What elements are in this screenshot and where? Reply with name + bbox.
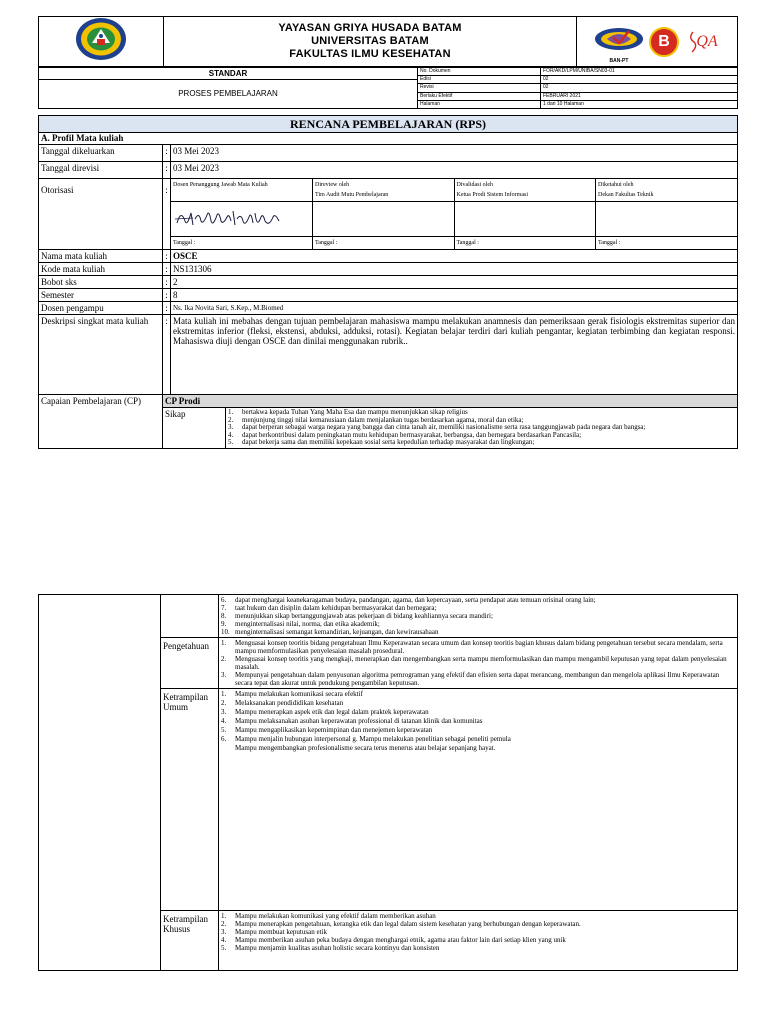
list-item: 5. Mampu menjamin kualitas asuhan holistic secara kontinyu dan konsisten <box>221 944 440 952</box>
accreditation-grade: B <box>658 32 670 50</box>
issued-value: 03 Mei 2023 <box>171 145 738 162</box>
credits-label: Bobot sks <box>39 276 163 289</box>
colon: : <box>163 263 171 276</box>
meta-value: 1 dari 10 Halaman <box>541 100 738 108</box>
list-item: 2. Menguasai konsep teoritis yang mengkaji, menerapkan dan mengembangkan serta mampu memformulasikan dan mampu mengambil keputusan yang tepat dalam penyelesaian masalah. <box>221 655 727 671</box>
meta-value: FOR/AKD/LPM/UNIBA/SN03-01 <box>541 68 738 76</box>
rps-section <box>38 115 738 449</box>
auth-reviewer-title: Direview oleh Tim Audit Mutu Pembelajaran <box>313 179 455 202</box>
list-item: 2. Mampu menerapkan pengetahuan, kerangka etik dan legal dalam sistem kesehatan yang berhubungan dengan keperawatan. <box>221 920 581 928</box>
revised-value: 03 Mei 2023 <box>171 162 738 179</box>
list-item: 9. menginternalisasi nilai, norma, dan etika akademik; <box>221 620 380 628</box>
meta-key: Halaman <box>418 100 541 108</box>
sikap-list-cell <box>226 408 738 448</box>
auth-date-label: Tanggal : <box>171 237 313 250</box>
meta-key: Revisi <box>418 84 541 92</box>
cp-label: Capaian Pembelajaran (CP) <box>39 395 163 449</box>
semester-value: 8 <box>171 289 738 302</box>
ketrampilan-umum-extra: Mampu mengembangkan profesionalisme secara terus menerus atau belajar sepanjang hayat. <box>235 744 496 752</box>
list-item: 1. Mampu melakukan komunikasi yang efektif dalam memberikan asuhan <box>221 912 436 920</box>
list-item: 7. taat hukum dan disiplin dalam kehidupan bermasyarakat dan bernegara; <box>221 604 437 612</box>
list-item: 4. Mampu melaksanakan asuhan keperawatan professional di tatanan klinik dan komunitas <box>221 717 483 725</box>
list-item: 1. Mampu melakukan komunikasi secara efektif <box>221 690 363 698</box>
ban-pt-logo <box>593 25 645 64</box>
colon: : <box>163 302 171 315</box>
pengetahuan-list <box>221 639 735 687</box>
standard-name: PROSES PEMBELAJARAN <box>178 89 278 98</box>
course-code-label: Kode mata kuliah <box>39 263 163 276</box>
standard-label: STANDAR <box>39 68 417 80</box>
signature-area <box>171 202 313 237</box>
ketrampilan-umum-label: Ketrampilan Umum <box>161 689 219 911</box>
cp-prodi-heading: CP Prodi <box>163 395 737 408</box>
list-item: 1. bertakwa kepada Tuhan Yang Maha Esa dan mampu menunjukkan sikap religius <box>228 408 468 416</box>
list-item: 3. Mampu menerapkan aspek etik dan legal dalam praktek keperawatan <box>221 708 429 716</box>
qa-logo <box>683 27 721 57</box>
sikap-table <box>163 408 737 448</box>
semester-label: Semester <box>39 289 163 302</box>
authorization-label: Otorisasi <box>39 179 163 250</box>
university-name: UNIVERSITAS BATAM <box>311 35 429 47</box>
document-header <box>38 16 738 109</box>
colon: : <box>163 145 171 162</box>
sikap-list <box>228 409 735 447</box>
meta-value: FEBRUARI 2021 <box>541 92 738 100</box>
rps-title: RENCANA PEMBELAJARAN (RPS) <box>38 115 738 133</box>
faculty-name: FAKULTAS ILMU KESEHATAN <box>289 48 451 60</box>
list-item: 2. menjunjung tinggi nilai kemanusiaan dalam menjalankan tugas berdasarkan agama, moral dan etika; <box>228 415 524 424</box>
list-item: 6. Mampu menjalin hubungan interpersonal g. Mampu melakukan penelitian sebagai peneliti pemula <box>221 735 511 743</box>
list-item: 6. dapat menghargai keanekaragaman budaya, pandangan, agama, dan kepercayaan, serta pendapat atau temuan orisinal orang lain; <box>221 596 596 604</box>
authorization-cell <box>171 179 738 250</box>
ketrampilan-khusus-list <box>221 912 735 952</box>
auth-date-label: Tanggal : <box>313 237 455 250</box>
foundation-name: YAYASAN GRIYA HUSADA BATAM <box>278 22 462 34</box>
list-item: 1. Menguasai konsep teoritis bidang pengetahuan Ilmu Keperawatan secara umum dan konsep teoritis bagian khusus dalam bidang pengetahuan tersebut secara mendalam, serta mampu memformulasikan penyelesaian masalah prosedural. <box>221 639 723 655</box>
colon: : <box>163 250 171 263</box>
cp-continuation-table <box>38 594 738 971</box>
list-item: 5. dapat bekerja sama dan memiliki kepekaan sosial serta kepedulian terhadap masyarakat dan lingkungan; <box>228 438 535 446</box>
signature-area <box>313 202 455 237</box>
description-value: Mata kuliah ini mebahas dengan tujuan pembelajaran mahasiswa mampu melakukan anamnesis dan pemeriksaan gerak fisiologis ekstremitas superior dan ekstremitas inferior (fleksi, ekstensi, abduksi, adduksi, rotasi). Kegiatan belajar terdiri dari kuliah pengantar, kegiatan terbimbing dan kegiatan responsi. Mahasiswa diuji dengan OSCE dan dinilai menggunakan rubrik.. <box>171 315 738 395</box>
colon: : <box>163 315 171 395</box>
list-item: 3. Mampu membuat keputusan etik <box>221 928 327 936</box>
institution-title-cell <box>164 17 577 67</box>
sikap-continued-list-cell <box>219 595 738 638</box>
qa-label: QA <box>696 32 718 50</box>
standard-cell <box>39 68 418 109</box>
description-label: Deskripsi singkat mata kuliah <box>39 315 163 395</box>
meta-key: Edisi <box>418 76 541 84</box>
issued-label: Tanggal dikeluarkan <box>39 145 163 162</box>
list-item: 8. menunjukkan sikap bertanggungjawab atas pekerjaan di bidang keahliannya secara mandiri; <box>221 612 493 620</box>
sikap-continued-list <box>221 596 735 636</box>
cp-cell <box>163 395 738 449</box>
list-item: 3. dapat berperan sebagai warga negara yang bangga dan cinta tanah air, memiliki nasionalisme serta rasa tanggungjawab pada negara dan bangsa; <box>228 423 646 431</box>
course-name-value: OSCE <box>171 250 738 263</box>
university-seal-icon <box>74 17 128 61</box>
authorization-table <box>171 179 737 249</box>
accreditation-grade-badge <box>649 27 679 57</box>
ban-pt-label: BAN-PT <box>609 57 629 64</box>
accreditation-badges-cell <box>577 17 738 67</box>
ketrampilan-umum-list <box>221 690 735 744</box>
colon: : <box>163 162 171 179</box>
ketrampilan-khusus-list-cell <box>219 911 738 971</box>
meta-key: Berlaku Efektif <box>418 92 541 100</box>
list-item: 4. dapat berkontribusi dalam peningkatan mutu kehidupan bermasyarakat, berbangsa, dan bernegara berdasarkan Pancasila; <box>228 430 582 439</box>
pengetahuan-list-cell <box>219 638 738 689</box>
auth-date-label: Tanggal : <box>596 237 738 250</box>
meta-value: 02 <box>541 84 738 92</box>
pengetahuan-label: Pengetahuan <box>161 638 219 689</box>
empty-label-column <box>39 595 161 971</box>
page-two <box>38 594 738 971</box>
section-a-title: A. Profil Mata kuliah <box>38 133 738 144</box>
course-name-label: Nama mata kuliah <box>39 250 163 263</box>
course-code-value: NS131306 <box>171 263 738 276</box>
auth-validator-title: Divalidasi oleh Ketua Prodi Sistem Informasi <box>454 179 596 202</box>
list-item: 4. Mampu memberikan asuhan peka budaya dengan menghargai etnik, agama atau faktor lain dari setiap klien yang unik <box>221 936 566 944</box>
list-item: 10. menginternalisasi semangat kemandirian, kejuangan, dan kewirausahaan <box>221 628 439 636</box>
meta-value: 02 <box>541 76 738 84</box>
credits-value: 2 <box>171 276 738 289</box>
sikap-continued-label <box>161 595 219 638</box>
signature-area <box>596 202 738 237</box>
auth-lecturer-title: Dosen Penanggung Jawab Mata Kuliah <box>171 179 313 202</box>
auth-dean-title: Diketahui oleh Dekan Fakultas Teknik <box>598 182 654 198</box>
university-logo-cell <box>39 17 164 67</box>
handwritten-signature-icon <box>173 203 285 233</box>
colon: : <box>163 289 171 302</box>
sikap-label: Sikap <box>163 408 226 448</box>
course-profile-table <box>38 144 738 449</box>
list-item: 2. Melaksanakan pendididikan kesehatan <box>221 699 344 707</box>
lecturer-value: Ns. Ika Novita Sari, S.Kep., M.Biomed <box>171 302 738 315</box>
header-title-table <box>38 16 738 67</box>
revised-label: Tanggal direvisi <box>39 162 163 179</box>
list-item: 5. Mampu mengaplikasikan kepemimpinan dan menejemen keperawatan <box>221 726 433 734</box>
lecturer-label: Dosen pengampu <box>39 302 163 315</box>
signature-area <box>454 202 596 237</box>
colon: : <box>163 179 171 250</box>
list-item: 3. Mempunyai pengetahuan dalam penyusunan algoritma pemrograman yang efektif dan efisien serta dapat merancang, membangun dan mengelola aplikasi Ilmu Keperawatan secara tepat dan akurat untuk pendukung pengambilan keputusan. <box>221 671 720 687</box>
ketrampilan-umum-list-cell <box>219 689 738 911</box>
ban-pt-icon <box>593 25 645 53</box>
document-control-table <box>38 67 738 109</box>
auth-date-label: Tanggal : <box>454 237 596 250</box>
meta-key: No. Dokumen <box>418 68 541 76</box>
colon: : <box>163 276 171 289</box>
ketrampilan-khusus-label: Ketrampilan Khusus <box>161 911 219 971</box>
